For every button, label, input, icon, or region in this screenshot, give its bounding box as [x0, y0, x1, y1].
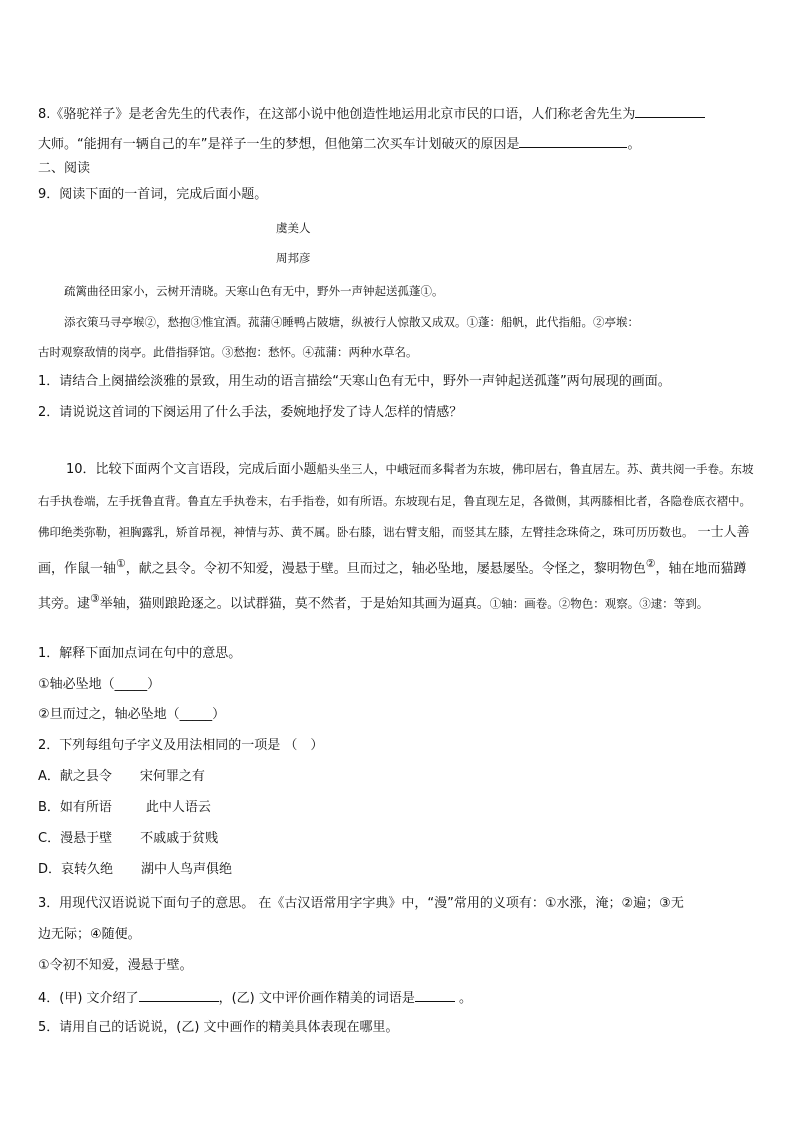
q9-sub1: 1．请结合上阕描绘淡雅的景致，用生动的语言描绘“天寒山色有无中，野外一声钟起送孤蓬”两句展现的画面。	[38, 374, 671, 389]
option-c[interactable]	[38, 830, 218, 848]
q10-s2: 2．下列每组句子字义及用法相同的一项是 （ ）	[38, 738, 324, 753]
option-right: 不戚戚于贫贱	[140, 831, 219, 846]
option-left: D．哀转久绝	[38, 862, 114, 877]
q10-lead: 10．比较下面两个文言语段，完成后面小题	[66, 462, 317, 477]
q10-s3-line1: 3．用现代汉语说说下面句子的意思。 在《古汉语常用字字典》中，“漫”常用的义项有：①水涨，淹；②遍；③无	[38, 896, 684, 911]
passage-a: 船头坐三人，中峨冠而多髯者为东坡，佛印居右，鲁直居左。苏、黄共阅一手卷。东坡右手执卷端，左手抚鲁直背。鲁直左手执卷末，右手指卷，如有所语。东坡现右足，鲁直现左足，各微侧，其两膝相比者，各隐卷底衣褶中。佛印绝类弥勒，袒胸露乳，矫首昂视，神情与苏、黄不属。卧右膝，诎右臂支船，而竖其左膝，左臂挂念珠倚之，珠可历历数也。	[38, 462, 754, 539]
q8-text: 8.《骆驼祥子》是老舍先生的代表作，在这部小说中他创造性地运用北京市民的口语，人们称老舍先生为	[38, 107, 636, 122]
passage-b: 一士人善画，作鼠一轴	[38, 525, 750, 576]
answer-blank[interactable]	[519, 134, 627, 148]
answer-blank[interactable]	[139, 988, 219, 1002]
option-a[interactable]	[38, 768, 205, 786]
option-b[interactable]	[38, 799, 211, 817]
q8-text: 。	[627, 137, 641, 152]
q10-s1a: ①轴必坠地（_____）	[38, 677, 161, 692]
passage-notes: ①轴：画卷。②物色：观察。③逮：等到。	[489, 596, 709, 611]
option-d[interactable]	[38, 861, 232, 879]
option-left: B．如有所语	[38, 800, 112, 815]
q8-line2	[38, 134, 641, 154]
poem-notes: 古时观察敌情的岗亭。此借指驿馆。③愁抱：愁怀。④菰蒲：两种水草名。	[38, 345, 418, 359]
q10-s1: 1．解释下面加点词在句中的意思。	[38, 646, 242, 661]
q10-s5: 5．请用自己的话说说，(乙) 文中画作的精美具体表现在哪里。	[38, 1020, 399, 1035]
q10-s3-line2: 边无际；④随便。	[38, 927, 141, 942]
q10-s4-text: ，(乙) 文中评价画作精美的词语是	[218, 991, 415, 1006]
passage-b: 举轴，猫则踉跄逐之。以试群猫，莫不然者，于是始知其画为逼真。	[99, 596, 490, 612]
passage-b: ，献之县令。令初不知爱，漫悬于壁。旦而过之，轴必坠地，屡悬屡坠。令怪之，黎明物色	[125, 560, 646, 576]
q10-s3-sentence: ①令初不知爱，漫悬于壁。	[38, 958, 193, 973]
option-right: 宋何罪之有	[139, 769, 205, 784]
poem-line: 添衣策马寻亭堠②，愁抱③惟宜酒。菰蒲④睡鸭占陂塘，纵被行人惊散又成双。①蓬：船帆，此代指船。②亭堠：	[64, 315, 639, 329]
q9-sub2: 2．请说说这首词的下阕运用了什么手法，委婉地抒发了诗人怎样的情感？	[38, 405, 463, 420]
q10-s4-text: 4．(甲) 文介绍了	[38, 991, 139, 1006]
option-left: A．献之县令	[38, 769, 112, 784]
q8-text: 大师。“能拥有一辆自己的车”是祥子一生的梦想，但他第二次买车计划破灭的原因是	[38, 137, 520, 152]
q8-line1	[38, 104, 705, 124]
option-left: C．漫悬于壁	[38, 831, 113, 846]
answer-blank[interactable]	[635, 104, 705, 118]
answer-blank[interactable]	[415, 988, 455, 1002]
passage-b: ，轴在地而猫蹲其旁。逮	[38, 560, 747, 612]
poem-line: 疏篱曲径田家小，云树开清晓。天寒山色有无中，野外一声钟起送孤蓬①。	[64, 284, 444, 298]
section-heading: 二、阅读	[38, 161, 91, 176]
q9-intro: 9．阅读下面的一首词，完成后面小题。	[38, 187, 268, 202]
option-right: 此中人语云	[145, 800, 211, 815]
q10-s1b: ②旦而过之，轴必坠地（_____）	[38, 707, 226, 722]
poem-author: 周邦彦	[276, 251, 311, 265]
q10-passage: 10．比较下面两个文言语段，完成后面小题船头坐三人，中峨冠而多髯者为东坡，佛印居右，鲁直居左。苏、黄共阅一手卷。东坡右手执卷端，左手抚鲁直背。鲁直左手执卷末，右手指卷，如有所语。东坡现右足，鲁直现左足，各微侧，其两膝相比者，各隐卷底衣褶中。佛印绝类弥勒，袒胸露乳，矫首昂视，神情与苏、黄不属。卧右膝，诎右臂支船，而竖其左膝，左臂挂念珠倚之，珠可历历数也。 一士人善画，作鼠一轴①，献之县令。令初不知爱，漫悬于壁。旦而过之，轴必坠地，屡悬屡坠。令怪之，黎明物色②，轴在地而猫蹲其旁。逮③举轴，猫则踉跄逐之。以试群猫，莫不然者，于是始知其画为逼真。①轴：画卷。②物色：观察。③逮：等到。	[38, 462, 754, 612]
option-right: 湖中人鸟声俱绝	[141, 862, 233, 877]
q10-s4	[38, 988, 472, 1008]
poem-title: 虞美人	[276, 221, 311, 235]
q10-s4-text: 。	[454, 991, 472, 1006]
